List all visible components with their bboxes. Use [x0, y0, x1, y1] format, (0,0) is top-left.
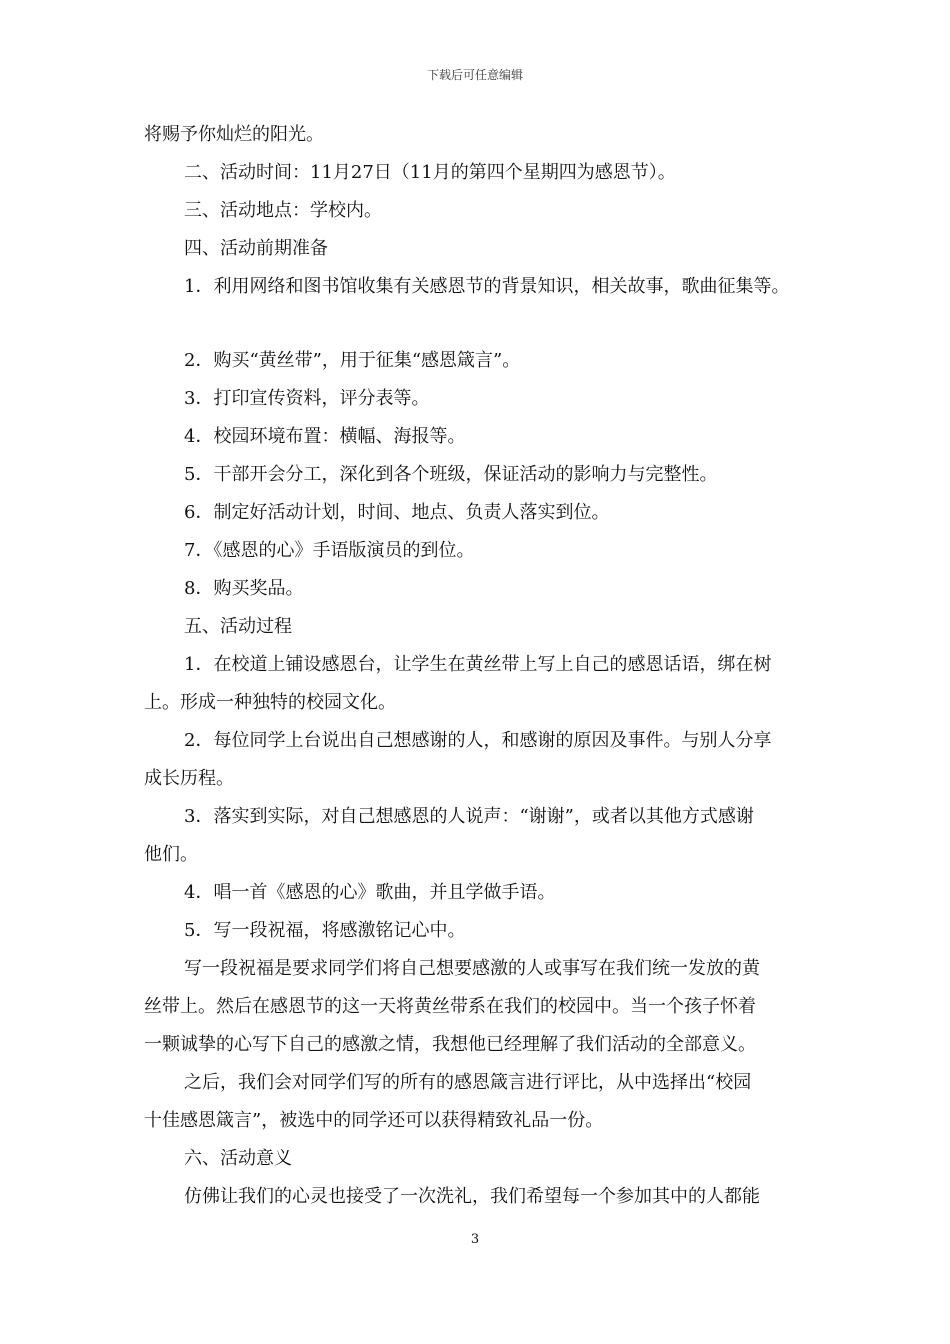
- list-item-continuation: 他们。: [144, 844, 198, 865]
- section-heading: 四、活动前期准备: [184, 238, 328, 259]
- list-item: 4．唱一首《感恩的心》歌曲，并且学做手语。: [184, 882, 556, 903]
- document-body: [144, 116, 809, 1216]
- section-heading: 二、活动时间：11月27日（11月的第四个星期四为感恩节）。: [184, 162, 676, 183]
- paragraph-line: 写一段祝福是要求同学们将自己想要感激的人或事写在我们统一发放的黄: [184, 958, 760, 979]
- list-item: 1．利用网络和图书馆收集有关感恩节的背景知识，相关故事，歌曲征集等。: [184, 276, 790, 297]
- list-item: 8．购买奖品。: [184, 578, 304, 599]
- paragraph-line: 仿佛让我们的心灵也接受了一次洗礼，我们希望每一个参加其中的人都能: [184, 1186, 760, 1207]
- list-item: 5．写一段祝福，将感激铭记心中。: [184, 920, 466, 941]
- list-item: 3．打印宣传资料，评分表等。: [184, 388, 430, 409]
- section-heading: 六、活动意义: [184, 1148, 292, 1169]
- page-header: 下载后可任意编辑: [426, 68, 523, 82]
- paragraph-line: 一颗诚挚的心写下自己的感激之情，我想他已经理解了我们活动的全部意义。: [144, 1034, 756, 1055]
- paragraph-line: 之后，我们会对同学们写的所有的感恩箴言进行评比，从中选择出“校园: [184, 1072, 752, 1093]
- list-item: 7．《感恩的心》手语版演员的到位。: [184, 540, 475, 561]
- paragraph-line: 将赐予你灿烂的阳光。: [144, 124, 324, 145]
- list-item: 1．在校道上铺设感恩台，让学生在黄丝带上写上自己的感恩话语，绑在树: [184, 654, 772, 675]
- paragraph-line: 丝带上。然后在感恩节的这一天将黄丝带系在我们的校园中。当一个孩子怀着: [144, 996, 756, 1017]
- paragraph-line: 十佳感恩箴言”，被选中的同学还可以获得精致礼品一份。: [144, 1110, 604, 1131]
- section-heading: 三、活动地点：学校内。: [184, 200, 382, 221]
- list-item: 5．干部开会分工，深化到各个班级，保证活动的影响力与完整性。: [184, 464, 718, 485]
- list-item-continuation: 上。形成一种独特的校园文化。: [144, 692, 396, 713]
- list-item: 6．制定好活动计划，时间、地点、负责人落实到位。: [184, 502, 610, 523]
- list-item: 4．校园环境布置：横幅、海报等。: [184, 426, 466, 447]
- section-heading: 五、活动过程: [184, 616, 292, 637]
- list-item: 3．落实到实际，对自己想感恩的人说声：“谢谢”，或者以其他方式感谢: [184, 806, 754, 827]
- blank-line: [144, 306, 809, 342]
- list-item: 2．购买“黄丝带”，用于征集“感恩箴言”。: [184, 350, 521, 371]
- page-number: 3: [470, 1232, 480, 1247]
- list-item: 2．每位同学上台说出自己想感谢的人，和感谢的原因及事件。与别人分享: [184, 730, 772, 751]
- list-item-continuation: 成长历程。: [144, 768, 234, 789]
